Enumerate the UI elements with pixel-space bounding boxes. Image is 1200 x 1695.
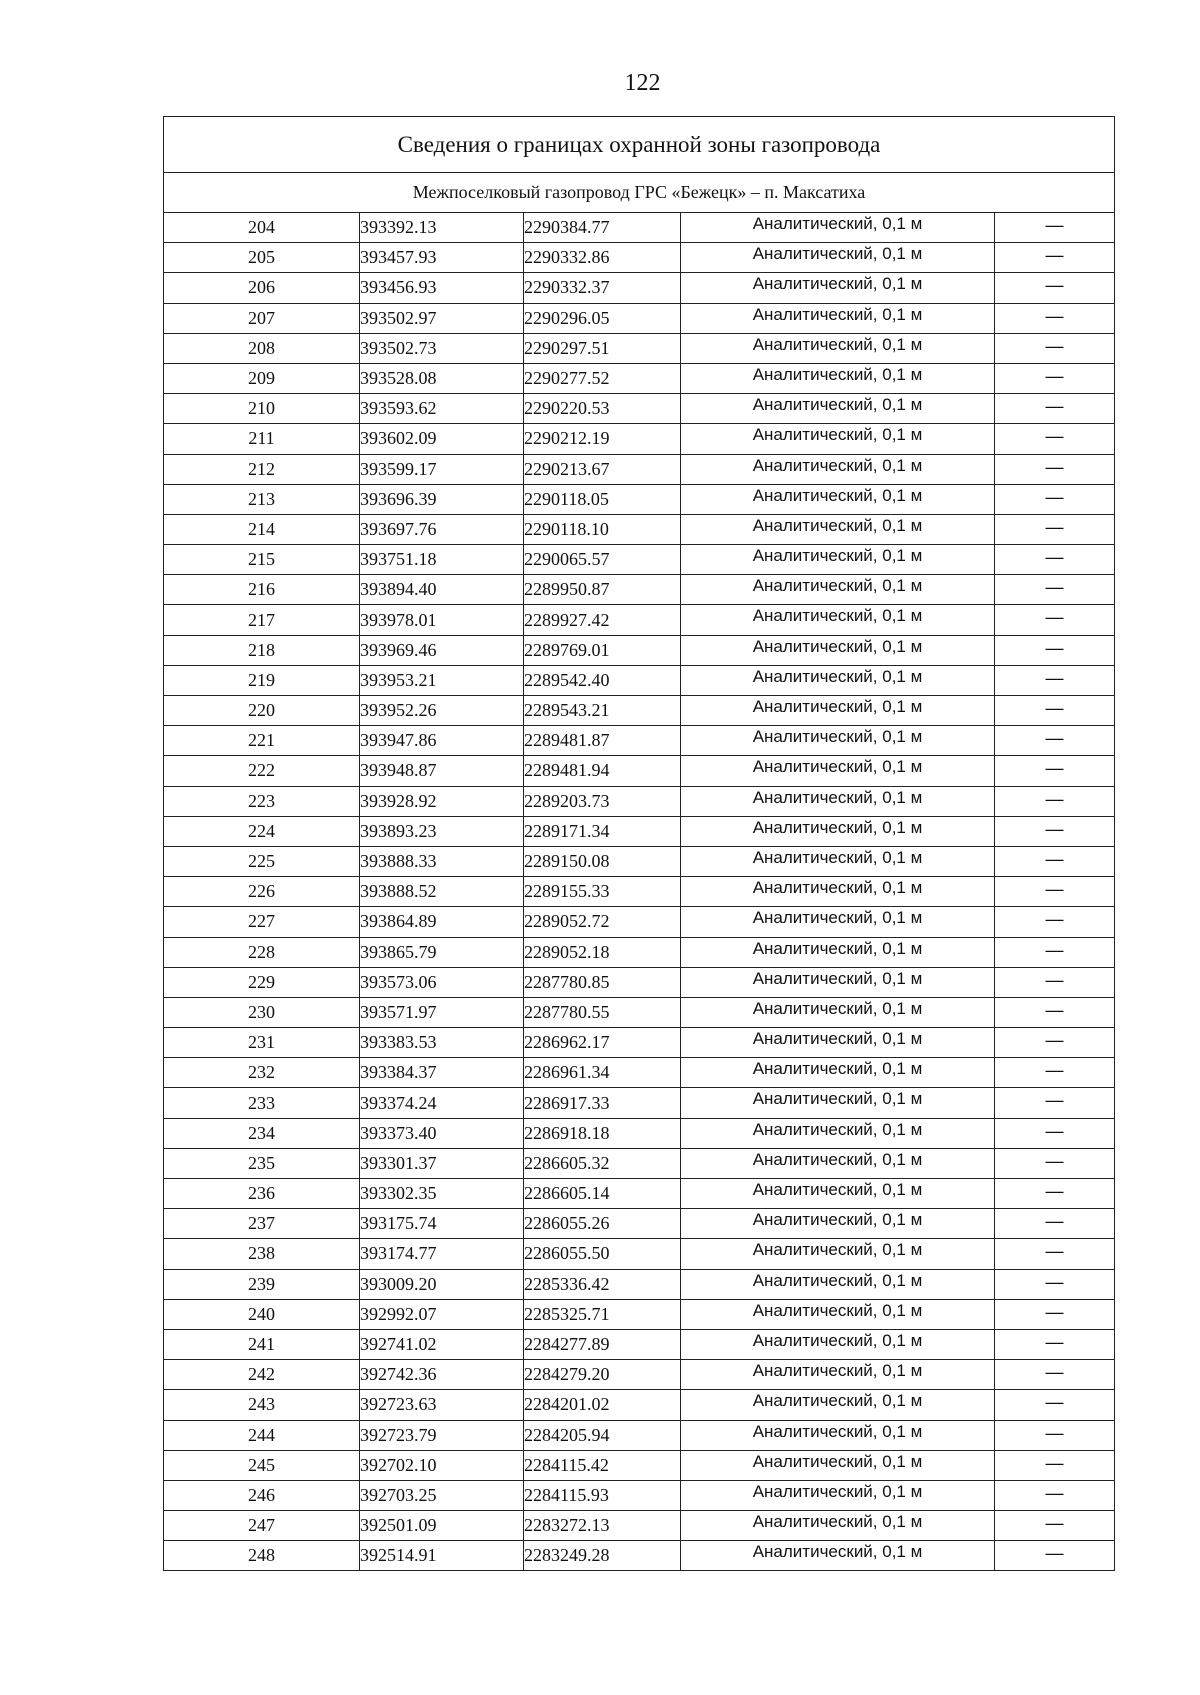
y-coordinate-cell: 2289052.18: [524, 937, 681, 967]
y-coordinate-cell: 2286605.32: [524, 1148, 681, 1178]
table-body: [164, 117, 1115, 1571]
table-row: [164, 1420, 1115, 1450]
point-number-cell: 235: [164, 1148, 360, 1178]
method-cell: Аналитический, 0,1 м: [681, 696, 995, 726]
point-number-cell: 238: [164, 1239, 360, 1269]
table-row: [164, 937, 1115, 967]
note-cell: —: [995, 1420, 1115, 1450]
table-row: [164, 1179, 1115, 1209]
table-row: [164, 816, 1115, 846]
y-coordinate-cell: 2289171.34: [524, 816, 681, 846]
y-coordinate-cell: 2290297.51: [524, 333, 681, 363]
note-cell: —: [995, 1360, 1115, 1390]
point-number-cell: 218: [164, 635, 360, 665]
y-coordinate-cell: 2289052.72: [524, 907, 681, 937]
note-cell: —: [995, 816, 1115, 846]
point-number-cell: 219: [164, 665, 360, 695]
note-cell: —: [995, 575, 1115, 605]
y-coordinate-cell: 2287780.85: [524, 967, 681, 997]
method-cell: Аналитический, 0,1 м: [681, 726, 995, 756]
coordinates-table: [163, 116, 1115, 1571]
point-number-cell: 245: [164, 1450, 360, 1480]
method-cell: Аналитический, 0,1 м: [681, 937, 995, 967]
note-cell: —: [995, 1480, 1115, 1510]
y-coordinate-cell: 2286962.17: [524, 1028, 681, 1058]
y-coordinate-cell: 2290118.05: [524, 484, 681, 514]
method-cell: Аналитический, 0,1 м: [681, 997, 995, 1027]
x-coordinate-cell: 392514.91: [360, 1541, 524, 1571]
method-cell: Аналитический, 0,1 м: [681, 213, 995, 243]
table-title-row: [164, 117, 1115, 173]
y-coordinate-cell: 2286917.33: [524, 1088, 681, 1118]
note-cell: —: [995, 1541, 1115, 1571]
point-number-cell: 232: [164, 1058, 360, 1088]
point-number-cell: 208: [164, 333, 360, 363]
table-row: [164, 1329, 1115, 1359]
table-row: [164, 1058, 1115, 1088]
x-coordinate-cell: 393502.73: [360, 333, 524, 363]
x-coordinate-cell: 393175.74: [360, 1209, 524, 1239]
x-coordinate-cell: 393888.33: [360, 846, 524, 876]
note-cell: —: [995, 1329, 1115, 1359]
y-coordinate-cell: 2289155.33: [524, 877, 681, 907]
y-coordinate-cell: 2290118.10: [524, 514, 681, 544]
table-subtitle-row: [164, 173, 1115, 213]
point-number-cell: 231: [164, 1028, 360, 1058]
table-row: [164, 213, 1115, 243]
point-number-cell: 240: [164, 1299, 360, 1329]
note-cell: —: [995, 1209, 1115, 1239]
y-coordinate-cell: 2290213.67: [524, 454, 681, 484]
table-row: [164, 424, 1115, 454]
x-coordinate-cell: 393953.21: [360, 665, 524, 695]
x-coordinate-cell: 393865.79: [360, 937, 524, 967]
point-number-cell: 213: [164, 484, 360, 514]
method-cell: Аналитический, 0,1 м: [681, 756, 995, 786]
y-coordinate-cell: 2286605.14: [524, 1179, 681, 1209]
method-cell: Аналитический, 0,1 м: [681, 454, 995, 484]
note-cell: —: [995, 877, 1115, 907]
point-number-cell: 212: [164, 454, 360, 484]
x-coordinate-cell: 393948.87: [360, 756, 524, 786]
point-number-cell: 227: [164, 907, 360, 937]
y-coordinate-cell: 2284205.94: [524, 1420, 681, 1450]
y-coordinate-cell: 2290296.05: [524, 303, 681, 333]
point-number-cell: 225: [164, 846, 360, 876]
table-row: [164, 665, 1115, 695]
table-row: [164, 1450, 1115, 1480]
method-cell: Аналитический, 0,1 м: [681, 424, 995, 454]
point-number-cell: 226: [164, 877, 360, 907]
point-number-cell: 242: [164, 1360, 360, 1390]
table-row: [164, 575, 1115, 605]
x-coordinate-cell: 393384.37: [360, 1058, 524, 1088]
point-number-cell: 229: [164, 967, 360, 997]
y-coordinate-cell: 2285336.42: [524, 1269, 681, 1299]
x-coordinate-cell: 393301.37: [360, 1148, 524, 1178]
note-cell: —: [995, 967, 1115, 997]
note-cell: —: [995, 394, 1115, 424]
point-number-cell: 237: [164, 1209, 360, 1239]
method-cell: Аналитический, 0,1 м: [681, 635, 995, 665]
note-cell: —: [995, 333, 1115, 363]
y-coordinate-cell: 2289769.01: [524, 635, 681, 665]
point-number-cell: 209: [164, 363, 360, 393]
y-coordinate-cell: 2289950.87: [524, 575, 681, 605]
table-row: [164, 1511, 1115, 1541]
x-coordinate-cell: 393383.53: [360, 1028, 524, 1058]
table-row: [164, 363, 1115, 393]
method-cell: Аналитический, 0,1 м: [681, 575, 995, 605]
y-coordinate-cell: 2283272.13: [524, 1511, 681, 1541]
y-coordinate-cell: 2284279.20: [524, 1360, 681, 1390]
method-cell: Аналитический, 0,1 м: [681, 1420, 995, 1450]
x-coordinate-cell: 392742.36: [360, 1360, 524, 1390]
point-number-cell: 211: [164, 424, 360, 454]
x-coordinate-cell: 393374.24: [360, 1088, 524, 1118]
x-coordinate-cell: 392702.10: [360, 1450, 524, 1480]
point-number-cell: 244: [164, 1420, 360, 1450]
note-cell: —: [995, 937, 1115, 967]
y-coordinate-cell: 2286055.26: [524, 1209, 681, 1239]
point-number-cell: 239: [164, 1269, 360, 1299]
table-row: [164, 1360, 1115, 1390]
method-cell: Аналитический, 0,1 м: [681, 363, 995, 393]
method-cell: Аналитический, 0,1 м: [681, 545, 995, 575]
x-coordinate-cell: 393302.35: [360, 1179, 524, 1209]
point-number-cell: 241: [164, 1329, 360, 1359]
y-coordinate-cell: 2290384.77: [524, 213, 681, 243]
method-cell: Аналитический, 0,1 м: [681, 243, 995, 273]
y-coordinate-cell: 2286918.18: [524, 1118, 681, 1148]
y-coordinate-cell: 2290212.19: [524, 424, 681, 454]
note-cell: —: [995, 786, 1115, 816]
method-cell: Аналитический, 0,1 м: [681, 1269, 995, 1299]
note-cell: —: [995, 514, 1115, 544]
method-cell: Аналитический, 0,1 м: [681, 1541, 995, 1571]
note-cell: —: [995, 605, 1115, 635]
point-number-cell: 215: [164, 545, 360, 575]
table-row: [164, 243, 1115, 273]
x-coordinate-cell: 393502.97: [360, 303, 524, 333]
table-row: [164, 454, 1115, 484]
y-coordinate-cell: 2290332.86: [524, 243, 681, 273]
y-coordinate-cell: 2289481.87: [524, 726, 681, 756]
point-number-cell: 236: [164, 1179, 360, 1209]
table-row: [164, 846, 1115, 876]
method-cell: Аналитический, 0,1 м: [681, 907, 995, 937]
method-cell: Аналитический, 0,1 м: [681, 1209, 995, 1239]
y-coordinate-cell: 2284201.02: [524, 1390, 681, 1420]
note-cell: —: [995, 997, 1115, 1027]
note-cell: —: [995, 484, 1115, 514]
table-row: [164, 877, 1115, 907]
x-coordinate-cell: 393373.40: [360, 1118, 524, 1148]
table-row: [164, 786, 1115, 816]
note-cell: —: [995, 1239, 1115, 1269]
x-coordinate-cell: 393602.09: [360, 424, 524, 454]
y-coordinate-cell: 2285325.71: [524, 1299, 681, 1329]
note-cell: —: [995, 1450, 1115, 1480]
point-number-cell: 205: [164, 243, 360, 273]
table-row: [164, 1148, 1115, 1178]
table-row: [164, 545, 1115, 575]
point-number-cell: 223: [164, 786, 360, 816]
x-coordinate-cell: 393528.08: [360, 363, 524, 393]
y-coordinate-cell: 2289481.94: [524, 756, 681, 786]
y-coordinate-cell: 2284277.89: [524, 1329, 681, 1359]
note-cell: —: [995, 424, 1115, 454]
note-cell: —: [995, 454, 1115, 484]
table-row: [164, 273, 1115, 303]
x-coordinate-cell: 393947.86: [360, 726, 524, 756]
x-coordinate-cell: 393697.76: [360, 514, 524, 544]
note-cell: —: [995, 907, 1115, 937]
table-row: [164, 756, 1115, 786]
note-cell: —: [995, 846, 1115, 876]
method-cell: Аналитический, 0,1 м: [681, 877, 995, 907]
method-cell: Аналитический, 0,1 м: [681, 333, 995, 363]
table-row: [164, 967, 1115, 997]
note-cell: —: [995, 363, 1115, 393]
table-row: [164, 605, 1115, 635]
note-cell: —: [995, 665, 1115, 695]
method-cell: Аналитический, 0,1 м: [681, 1299, 995, 1329]
method-cell: Аналитический, 0,1 м: [681, 1390, 995, 1420]
x-coordinate-cell: 393571.97: [360, 997, 524, 1027]
x-coordinate-cell: 392703.25: [360, 1480, 524, 1510]
table-row: [164, 1239, 1115, 1269]
method-cell: Аналитический, 0,1 м: [681, 273, 995, 303]
note-cell: —: [995, 213, 1115, 243]
point-number-cell: 246: [164, 1480, 360, 1510]
table-row: [164, 1390, 1115, 1420]
method-cell: Аналитический, 0,1 м: [681, 967, 995, 997]
method-cell: Аналитический, 0,1 м: [681, 786, 995, 816]
note-cell: —: [995, 726, 1115, 756]
method-cell: Аналитический, 0,1 м: [681, 1058, 995, 1088]
table-row: [164, 1269, 1115, 1299]
point-number-cell: 230: [164, 997, 360, 1027]
point-number-cell: 233: [164, 1088, 360, 1118]
method-cell: Аналитический, 0,1 м: [681, 1088, 995, 1118]
x-coordinate-cell: 393751.18: [360, 545, 524, 575]
table-row: [164, 907, 1115, 937]
point-number-cell: 228: [164, 937, 360, 967]
x-coordinate-cell: 392723.63: [360, 1390, 524, 1420]
method-cell: Аналитический, 0,1 м: [681, 1329, 995, 1359]
method-cell: Аналитический, 0,1 м: [681, 484, 995, 514]
point-number-cell: 206: [164, 273, 360, 303]
table-subtitle: Межпоселковый газопровод ГРС «Бежецк» – п. Максатиха: [164, 173, 1115, 213]
method-cell: Аналитический, 0,1 м: [681, 1179, 995, 1209]
note-cell: —: [995, 1088, 1115, 1118]
method-cell: Аналитический, 0,1 м: [681, 605, 995, 635]
x-coordinate-cell: 393928.92: [360, 786, 524, 816]
note-cell: —: [995, 696, 1115, 726]
x-coordinate-cell: 393392.13: [360, 213, 524, 243]
y-coordinate-cell: 2289543.21: [524, 696, 681, 726]
point-number-cell: 207: [164, 303, 360, 333]
note-cell: —: [995, 303, 1115, 333]
note-cell: —: [995, 1390, 1115, 1420]
x-coordinate-cell: 393456.93: [360, 273, 524, 303]
table-row: [164, 1480, 1115, 1510]
method-cell: Аналитический, 0,1 м: [681, 1148, 995, 1178]
x-coordinate-cell: 393888.52: [360, 877, 524, 907]
point-number-cell: 204: [164, 213, 360, 243]
method-cell: Аналитический, 0,1 м: [681, 846, 995, 876]
method-cell: Аналитический, 0,1 м: [681, 1118, 995, 1148]
point-number-cell: 216: [164, 575, 360, 605]
method-cell: Аналитический, 0,1 м: [681, 1028, 995, 1058]
point-number-cell: 224: [164, 816, 360, 846]
table-row: [164, 1088, 1115, 1118]
x-coordinate-cell: 393893.23: [360, 816, 524, 846]
point-number-cell: 247: [164, 1511, 360, 1541]
note-cell: —: [995, 1148, 1115, 1178]
table-row: [164, 1118, 1115, 1148]
method-cell: Аналитический, 0,1 м: [681, 1450, 995, 1480]
table-row: [164, 726, 1115, 756]
y-coordinate-cell: 2286055.50: [524, 1239, 681, 1269]
y-coordinate-cell: 2289150.08: [524, 846, 681, 876]
x-coordinate-cell: 392723.79: [360, 1420, 524, 1450]
method-cell: Аналитический, 0,1 м: [681, 394, 995, 424]
note-cell: —: [995, 545, 1115, 575]
note-cell: —: [995, 1118, 1115, 1148]
note-cell: —: [995, 1269, 1115, 1299]
note-cell: —: [995, 243, 1115, 273]
y-coordinate-cell: 2283249.28: [524, 1541, 681, 1571]
y-coordinate-cell: 2290220.53: [524, 394, 681, 424]
x-coordinate-cell: 393978.01: [360, 605, 524, 635]
note-cell: —: [995, 273, 1115, 303]
y-coordinate-cell: 2290065.57: [524, 545, 681, 575]
y-coordinate-cell: 2287780.55: [524, 997, 681, 1027]
x-coordinate-cell: 393864.89: [360, 907, 524, 937]
y-coordinate-cell: 2284115.42: [524, 1450, 681, 1480]
note-cell: —: [995, 1028, 1115, 1058]
y-coordinate-cell: 2290332.37: [524, 273, 681, 303]
y-coordinate-cell: 2289542.40: [524, 665, 681, 695]
x-coordinate-cell: 393174.77: [360, 1239, 524, 1269]
table-row: [164, 394, 1115, 424]
table-row: [164, 1209, 1115, 1239]
point-number-cell: 222: [164, 756, 360, 786]
x-coordinate-cell: 392501.09: [360, 1511, 524, 1541]
point-number-cell: 221: [164, 726, 360, 756]
method-cell: Аналитический, 0,1 м: [681, 303, 995, 333]
y-coordinate-cell: 2284115.93: [524, 1480, 681, 1510]
table-row: [164, 1541, 1115, 1571]
method-cell: Аналитический, 0,1 м: [681, 816, 995, 846]
note-cell: —: [995, 756, 1115, 786]
point-number-cell: 248: [164, 1541, 360, 1571]
method-cell: Аналитический, 0,1 м: [681, 1239, 995, 1269]
x-coordinate-cell: 393952.26: [360, 696, 524, 726]
table-row: [164, 484, 1115, 514]
x-coordinate-cell: 393009.20: [360, 1269, 524, 1299]
point-number-cell: 214: [164, 514, 360, 544]
x-coordinate-cell: 393696.39: [360, 484, 524, 514]
point-number-cell: 210: [164, 394, 360, 424]
note-cell: —: [995, 1511, 1115, 1541]
table-row: [164, 696, 1115, 726]
method-cell: Аналитический, 0,1 м: [681, 1480, 995, 1510]
page-number: 122: [624, 70, 661, 96]
method-cell: Аналитический, 0,1 м: [681, 1511, 995, 1541]
note-cell: —: [995, 1299, 1115, 1329]
table-row: [164, 333, 1115, 363]
x-coordinate-cell: 393894.40: [360, 575, 524, 605]
y-coordinate-cell: 2286961.34: [524, 1058, 681, 1088]
point-number-cell: 217: [164, 605, 360, 635]
point-number-cell: 234: [164, 1118, 360, 1148]
point-number-cell: 243: [164, 1390, 360, 1420]
y-coordinate-cell: 2290277.52: [524, 363, 681, 393]
y-coordinate-cell: 2289927.42: [524, 605, 681, 635]
x-coordinate-cell: 393573.06: [360, 967, 524, 997]
x-coordinate-cell: 393593.62: [360, 394, 524, 424]
table-row: [164, 514, 1115, 544]
y-coordinate-cell: 2289203.73: [524, 786, 681, 816]
x-coordinate-cell: 392992.07: [360, 1299, 524, 1329]
point-number-cell: 220: [164, 696, 360, 726]
table-title: Сведения о границах охранной зоны газопровода: [164, 117, 1115, 173]
table-row: [164, 997, 1115, 1027]
x-coordinate-cell: 393969.46: [360, 635, 524, 665]
note-cell: —: [995, 1058, 1115, 1088]
table-row: [164, 303, 1115, 333]
x-coordinate-cell: 393457.93: [360, 243, 524, 273]
table-row: [164, 1299, 1115, 1329]
method-cell: Аналитический, 0,1 м: [681, 1360, 995, 1390]
x-coordinate-cell: 393599.17: [360, 454, 524, 484]
method-cell: Аналитический, 0,1 м: [681, 514, 995, 544]
method-cell: Аналитический, 0,1 м: [681, 665, 995, 695]
note-cell: —: [995, 635, 1115, 665]
table-row: [164, 635, 1115, 665]
table-row: [164, 1028, 1115, 1058]
x-coordinate-cell: 392741.02: [360, 1329, 524, 1359]
note-cell: —: [995, 1179, 1115, 1209]
